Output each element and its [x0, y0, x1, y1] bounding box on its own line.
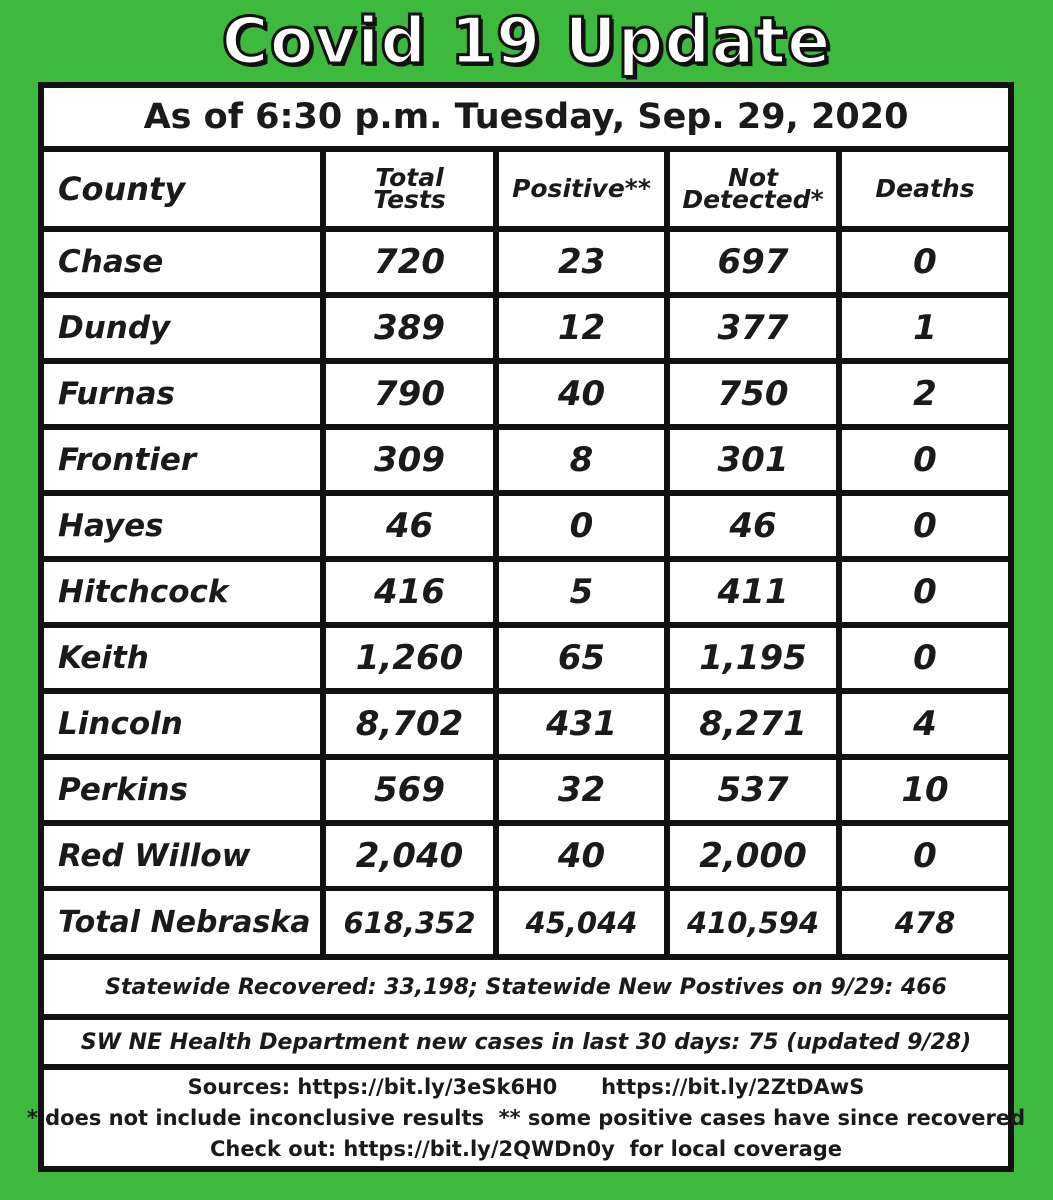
- county-name: Hayes: [44, 496, 320, 556]
- not-detected-value: 411: [670, 562, 836, 622]
- county-name: Furnas: [44, 364, 320, 424]
- header-total-tests: [326, 152, 493, 226]
- county-name: Keith: [44, 628, 320, 688]
- header-not-detected-line2: Detected*: [682, 185, 824, 214]
- positive-value: 65: [499, 628, 664, 688]
- deaths-value: 0: [842, 562, 1008, 622]
- statewide-note: Statewide Recovered: 33,198; Statewide New Postives on 9/29: 466: [44, 960, 1008, 1014]
- not-detected-value: 2,000: [670, 826, 836, 886]
- footnote-line: * does not include inconclusive results ** some positive cases have since recovered: [26, 1105, 1026, 1130]
- not-detected-value: 8,271: [670, 694, 836, 754]
- total-tests-value: 720: [326, 232, 493, 292]
- deaths-value: 0: [842, 496, 1008, 556]
- county-name: Hitchcock: [44, 562, 320, 622]
- county-name: Chase: [44, 232, 320, 292]
- positive-value: 23: [499, 232, 664, 292]
- positive-value: 40: [499, 364, 664, 424]
- health-dept-note: SW NE Health Department new cases in last 30 days: 75 (updated 9/28): [44, 1020, 1008, 1064]
- header-deaths: Deaths: [842, 152, 1008, 226]
- total-tests-value: 46: [326, 496, 493, 556]
- deaths-value: 0: [842, 232, 1008, 292]
- total-tests-value: 309: [326, 430, 493, 490]
- total-tests: 618,352: [326, 891, 493, 954]
- total-tests-value: 416: [326, 562, 493, 622]
- coverage-line: Check out: https://bit.ly/2QWDn0y for local coverage: [209, 1136, 843, 1161]
- not-detected-value: 301: [670, 430, 836, 490]
- not-detected-value: 537: [670, 760, 836, 820]
- county-name: Red Willow: [44, 826, 320, 886]
- header-total-tests-line2: Tests: [373, 185, 446, 214]
- date-line: As of 6:30 p.m. Tuesday, Sep. 29, 2020: [44, 88, 1008, 146]
- deaths-value: 1: [842, 298, 1008, 358]
- total-tests-value: 790: [326, 364, 493, 424]
- positive-value: 12: [499, 298, 664, 358]
- not-detected-value: 750: [670, 364, 836, 424]
- positive-value: 5: [499, 562, 664, 622]
- total-tests-value: 389: [326, 298, 493, 358]
- sources-block: [26, 1070, 1026, 1166]
- banner-title: Covid 19 Update: [221, 5, 832, 79]
- total-tests-value: 2,040: [326, 826, 493, 886]
- deaths-value: 10: [842, 760, 1008, 820]
- total-tests-value: 8,702: [326, 694, 493, 754]
- deaths-value: 0: [842, 628, 1008, 688]
- update-table: [26, 88, 1026, 1166]
- deaths-value: 4: [842, 694, 1008, 754]
- not-detected-value: 1,195: [670, 628, 836, 688]
- update-frame: [26, 82, 1026, 1172]
- header-not-detected-line1: Not: [727, 162, 779, 192]
- header-county: County: [44, 152, 320, 226]
- total-deaths: 478: [842, 891, 1008, 954]
- county-name: Lincoln: [44, 694, 320, 754]
- total-tests-value: 569: [326, 760, 493, 820]
- positive-value: 32: [499, 760, 664, 820]
- positive-value: 0: [499, 496, 664, 556]
- not-detected-value: 377: [670, 298, 836, 358]
- header-total-tests-line1: Total: [375, 162, 444, 192]
- deaths-value: 2: [842, 364, 1008, 424]
- header-positive: Positive**: [499, 152, 664, 226]
- total-tests-value: 1,260: [326, 628, 493, 688]
- deaths-value: 0: [842, 826, 1008, 886]
- deaths-value: 0: [842, 430, 1008, 490]
- header-not-detected: [670, 152, 836, 226]
- not-detected-value: 46: [670, 496, 836, 556]
- positive-value: 40: [499, 826, 664, 886]
- positive-value: 8: [499, 430, 664, 490]
- county-name: Dundy: [44, 298, 320, 358]
- total-positive: 45,044: [499, 891, 664, 954]
- not-detected-value: 697: [670, 232, 836, 292]
- county-name: Perkins: [44, 760, 320, 820]
- positive-value: 431: [499, 694, 664, 754]
- banner: [0, 4, 1053, 80]
- sources-line: Sources: https://bit.ly/3eSk6H0 https://bit.ly/2ZtDAwS: [187, 1074, 865, 1099]
- total-county: Total Nebraska: [44, 891, 320, 954]
- county-name: Frontier: [44, 430, 320, 490]
- total-not-detected: 410,594: [670, 891, 836, 954]
